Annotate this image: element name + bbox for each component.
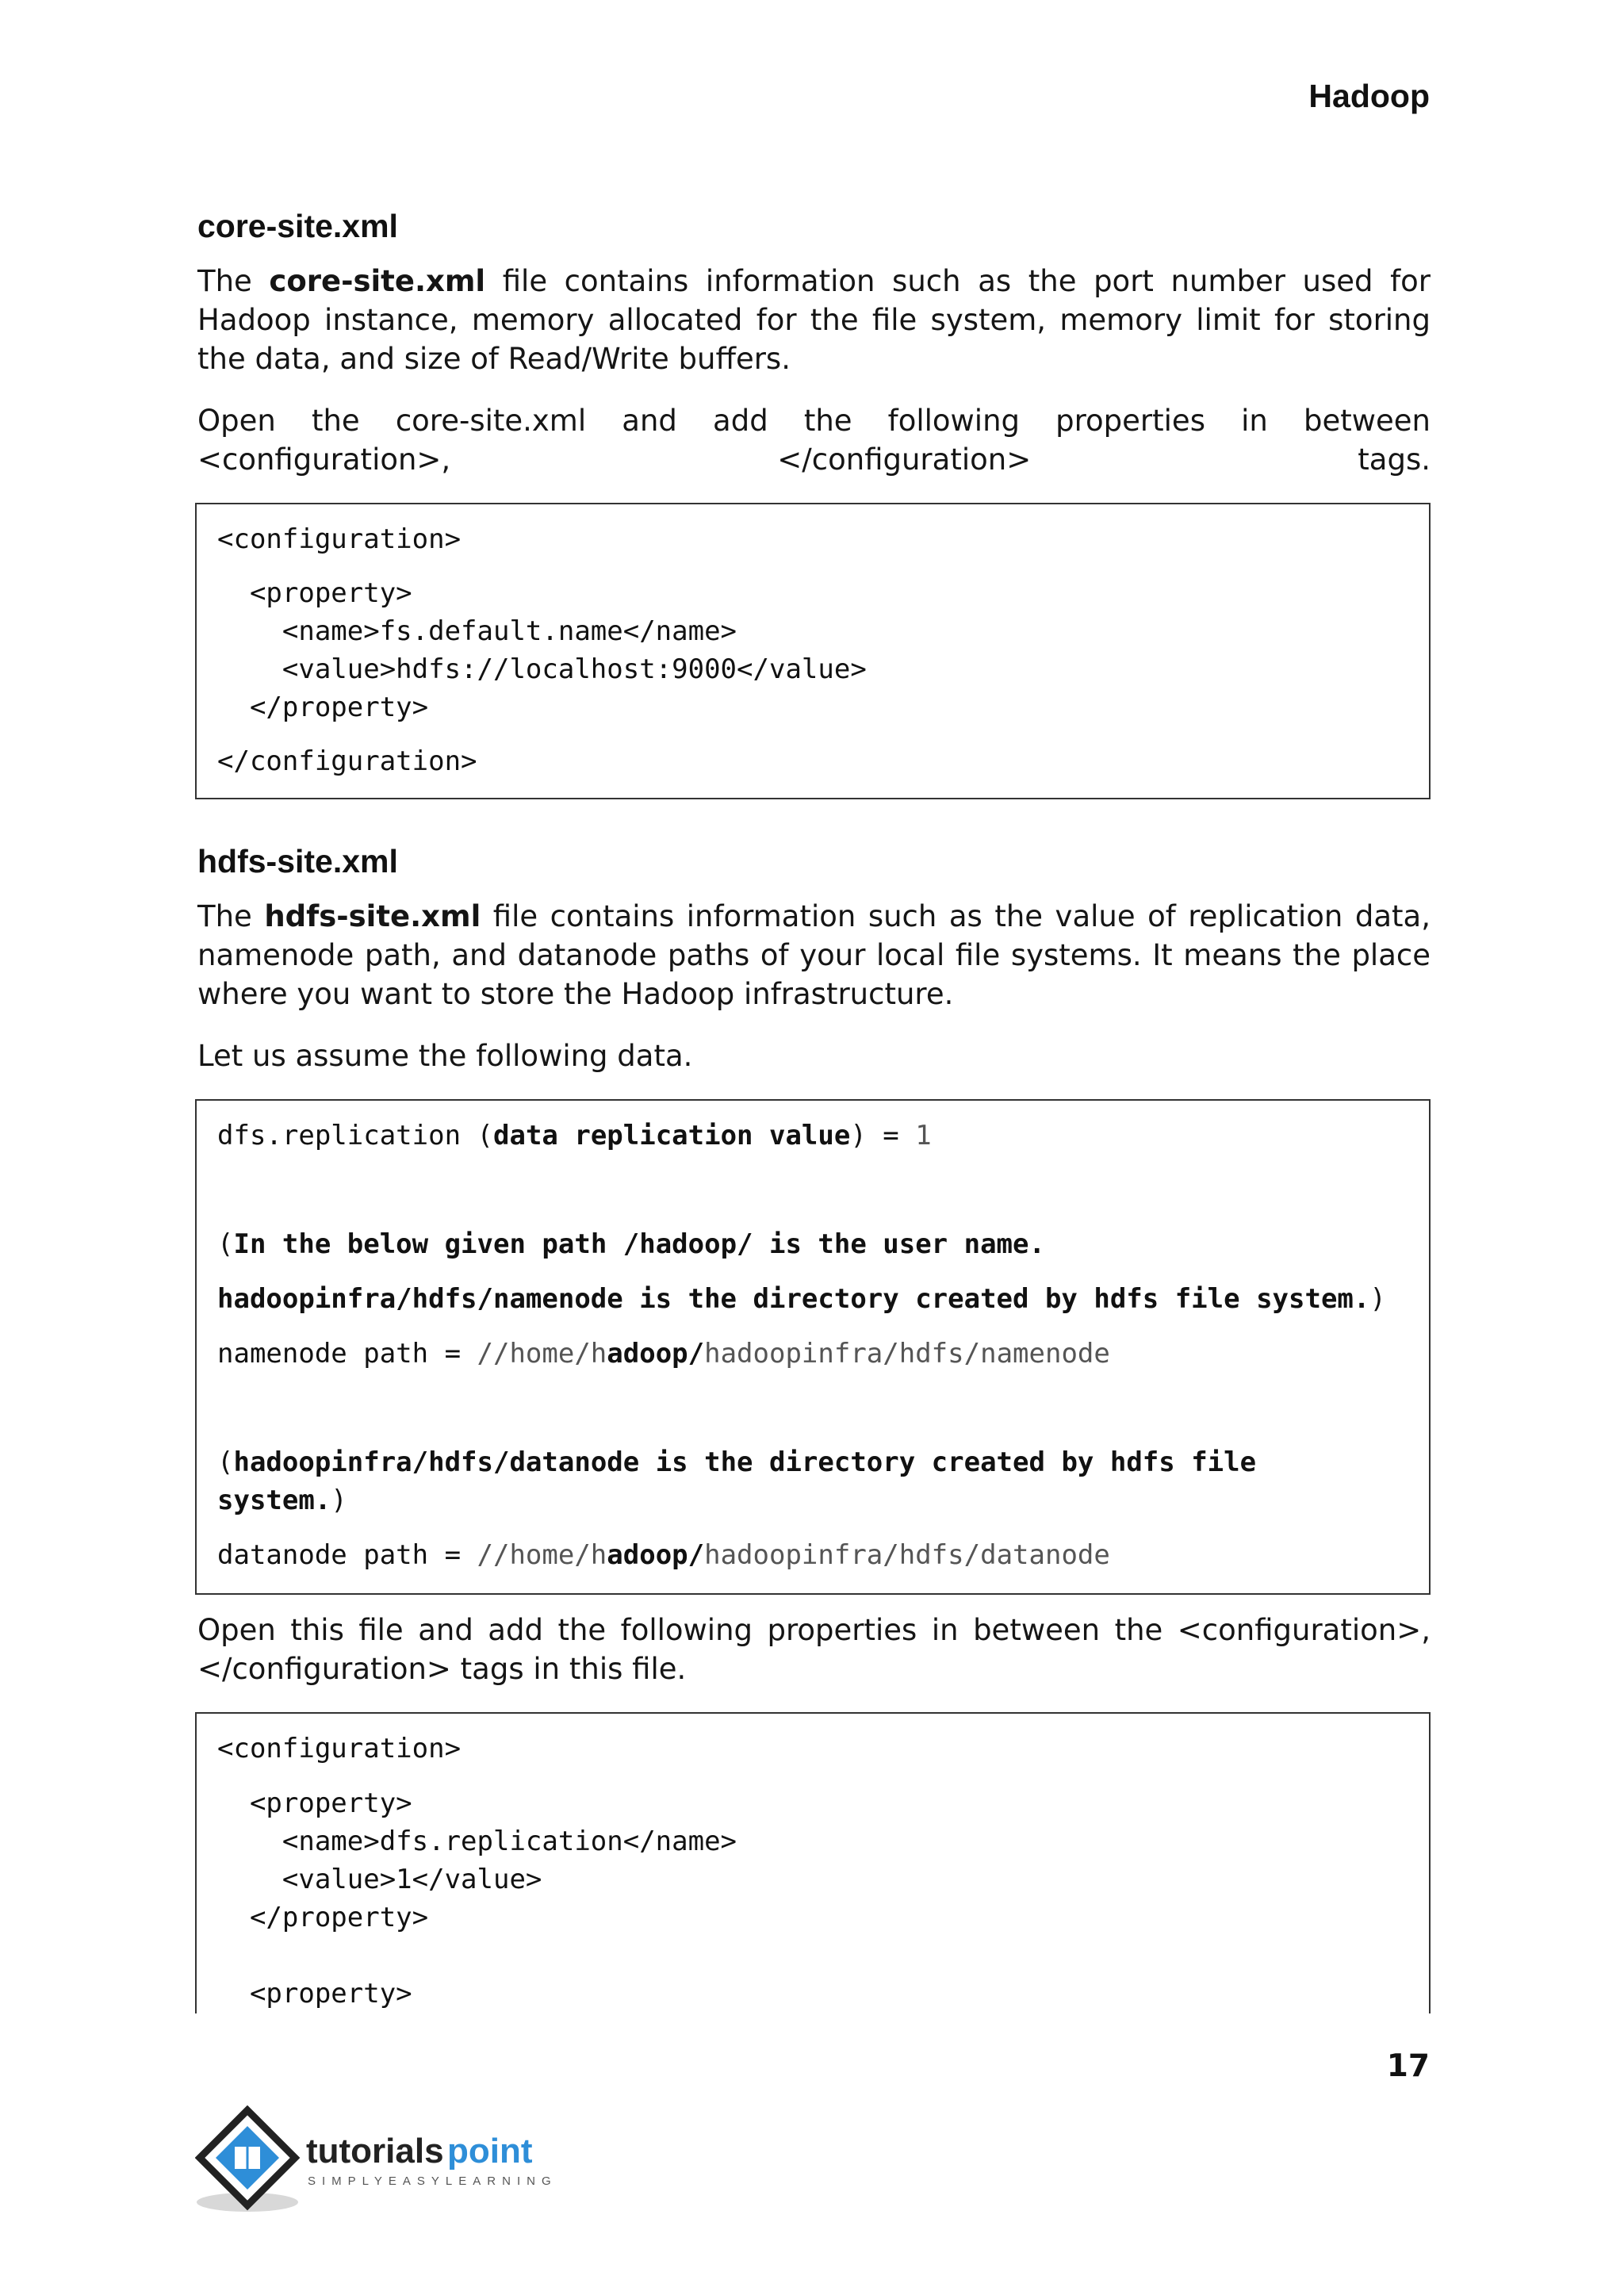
logo-tagline: SIMPLYEASYLEARNING bbox=[308, 2174, 557, 2188]
page-number: 17 bbox=[1386, 2048, 1430, 2084]
text: ) = bbox=[850, 1120, 916, 1151]
path-text: //home/h bbox=[477, 1539, 607, 1571]
bold-text: In the below given path /hadoop/ is the user name. bbox=[233, 1228, 1045, 1260]
note-line bbox=[217, 1481, 347, 1519]
bold-text: hadoopinfra/hdfs/datanode is the directory created by hdfs file bbox=[233, 1446, 1257, 1478]
text: ( bbox=[217, 1228, 234, 1260]
code-block-hdfs-site bbox=[195, 1712, 1431, 2013]
bold-text: hadoopinfra/hdfs/namenode is the directory created by hdfs file system. bbox=[217, 1283, 1370, 1315]
bold-term: core-site.xml bbox=[269, 264, 486, 298]
section-heading-hdfs-site: hdfs-site.xml bbox=[197, 843, 398, 879]
running-header: Hadoop bbox=[1308, 78, 1430, 114]
value-text: 1 bbox=[915, 1120, 932, 1151]
code-line: <configuration> bbox=[217, 523, 462, 555]
code-line: <configuration> bbox=[217, 1733, 462, 1764]
text: file contains information such as the value of replication data, namenode path, and datanode paths of your local file systems. It means the place where you want to store the Hadoop infrastructure. bbox=[197, 899, 1431, 1011]
code-line: <property> bbox=[217, 577, 412, 609]
code-line: </property> bbox=[217, 692, 429, 723]
logo-mark-icon bbox=[195, 2105, 568, 2216]
core-site-description bbox=[197, 262, 1431, 378]
bold-text: adoop/ bbox=[607, 1338, 705, 1370]
namenode-path-line bbox=[217, 1335, 1110, 1373]
code-line: <value>hdfs://localhost:9000</value> bbox=[217, 653, 867, 685]
bold-text: data replication value bbox=[493, 1120, 851, 1151]
assume-data-text: Let us assume the following data. bbox=[197, 1039, 693, 1073]
text: file contains information such as the port number used for Hadoop instance, memory allocated for the file system, memory limit for storing the data, and size of Read/Write buffers. bbox=[197, 264, 1431, 376]
text: The bbox=[197, 899, 265, 933]
text: dfs.replication ( bbox=[217, 1120, 493, 1151]
text: The bbox=[197, 264, 270, 298]
text: ) bbox=[331, 1485, 347, 1516]
path-text: hadoopinfra/hdfs/datanode bbox=[704, 1539, 1110, 1571]
replication-line bbox=[217, 1117, 932, 1155]
path-text: hadoopinfra/hdfs/namenode bbox=[704, 1338, 1110, 1370]
code-block-core-site bbox=[195, 503, 1431, 799]
note-line bbox=[217, 1280, 1386, 1318]
note-line bbox=[217, 1443, 1256, 1481]
text: namenode path = bbox=[217, 1338, 477, 1370]
code-line: </property> bbox=[217, 1902, 429, 1933]
code-line: <property> bbox=[217, 1978, 412, 2010]
tutorialspoint-logo bbox=[195, 2105, 568, 2216]
datanode-path-line bbox=[217, 1536, 1110, 1574]
data-assumption-box bbox=[195, 1099, 1431, 1595]
logo-brand-a: tutorials bbox=[306, 2132, 444, 2170]
text: ) bbox=[1369, 1283, 1386, 1315]
note-line bbox=[217, 1225, 1045, 1263]
logo-brand-b: point bbox=[447, 2132, 533, 2170]
section-heading-core-site: core-site.xml bbox=[197, 208, 398, 244]
code-line: <name>fs.default.name</name> bbox=[217, 615, 737, 647]
text: datanode path = bbox=[217, 1539, 477, 1571]
hdfs-site-instruction: Open this file and add the following properties in between the <configuration>, </configuration> tags in this file. bbox=[197, 1613, 1431, 1686]
text: ( bbox=[217, 1446, 234, 1478]
code-line: <value>1</value> bbox=[217, 1864, 542, 1895]
bold-text: adoop/ bbox=[607, 1539, 705, 1571]
bold-text: system. bbox=[217, 1485, 331, 1516]
code-line: <property> bbox=[217, 1787, 412, 1819]
code-line: </configuration> bbox=[217, 745, 477, 777]
bold-term: hdfs-site.xml bbox=[264, 899, 481, 933]
code-line: <name>dfs.replication</name> bbox=[217, 1826, 737, 1857]
core-site-instruction: Open the core-site.xml and add the following properties in between <configuration>, </configuration> tags. bbox=[197, 404, 1431, 477]
hdfs-site-description bbox=[197, 897, 1431, 1013]
path-text: //home/h bbox=[477, 1338, 607, 1370]
